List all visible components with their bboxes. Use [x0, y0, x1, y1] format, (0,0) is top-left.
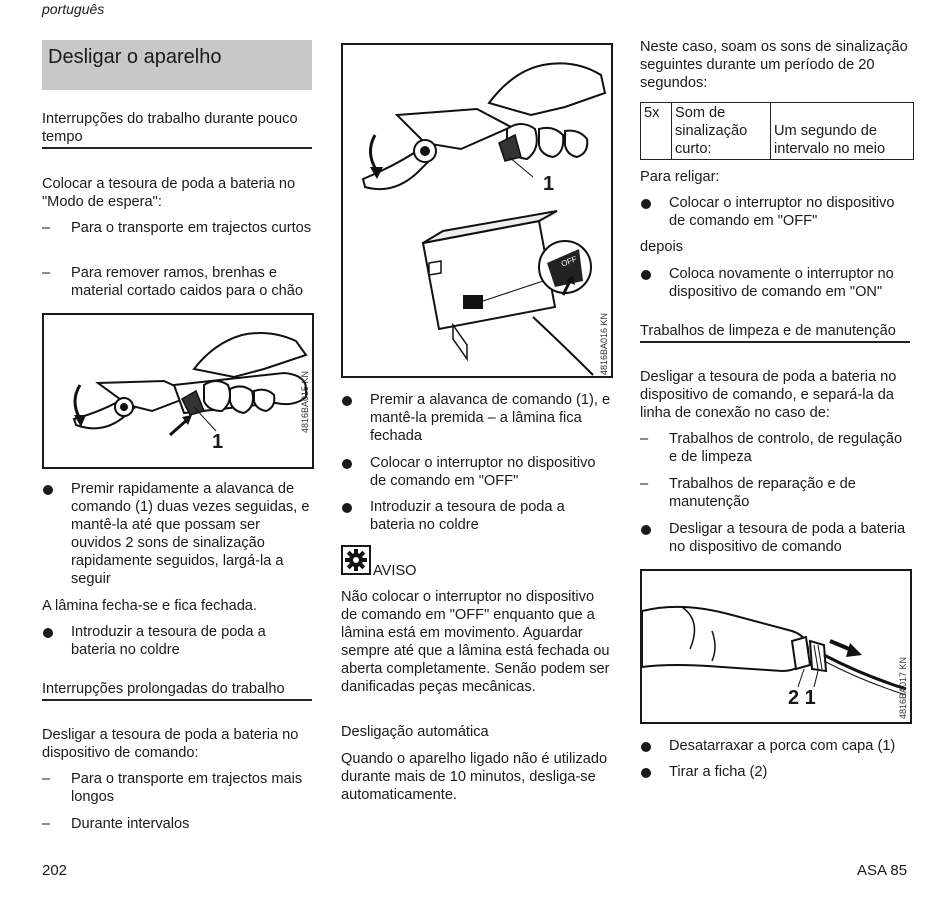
bullet-icon: [43, 628, 53, 638]
list-item-text: Coloca novamente o interruptor no dispositivo de comando em "ON": [669, 266, 894, 300]
figure-callout-1: 1: [212, 431, 224, 453]
list-item: [640, 430, 912, 466]
list-item: [640, 763, 912, 781]
list-item-text: Trabalhos de controlo, de regulação e de limpeza: [669, 431, 903, 465]
warning-gear-icon: [341, 545, 371, 575]
table-cell-sound: Som de sinalização curto:: [672, 103, 771, 160]
signal-intro: Neste caso, soam os sons de sinalização seguintes durante um período de 20 segundos:: [640, 39, 908, 91]
list-item: [42, 623, 314, 659]
gear-icon: [343, 547, 369, 573]
figure-callout-1: 1: [543, 173, 555, 195]
list-item-text: Para o transporte em trajectos mais longos: [71, 771, 303, 805]
language-label: português: [42, 1, 105, 17]
list-item: [42, 480, 314, 588]
warning-label: AVISO: [373, 563, 417, 579]
list-item: [640, 475, 912, 511]
list-item: [640, 194, 912, 230]
table-cell-interval: Um segundo de intervalo no meio: [771, 103, 914, 160]
pruner-hand-illustration: [44, 315, 312, 467]
list-item-text: Desatarraxar a porca com capa (1): [669, 738, 896, 754]
heading-cleaning: Trabalhos de limpeza e de manutenção: [640, 322, 910, 343]
auto-off-text: Quando o aparelho ligado não é utilizado durante mais de 10 minutos, desliga-se automaticamente.: [341, 751, 608, 803]
dash-mark: –: [42, 771, 51, 787]
list-item: [42, 815, 314, 833]
list-item: [640, 265, 912, 301]
para-switch-off: Desligar a tesoura de poda a bateria no dispositivo de comando:: [42, 727, 299, 761]
heading-long-interruptions: Interrupções prolongadas do trabalho: [42, 680, 312, 701]
bullet-icon: [641, 525, 651, 535]
table-cell-count: 5x: [641, 103, 672, 160]
list-item-text: Introduzir a tesoura de poda a bateria no coldre: [71, 624, 266, 658]
list-item-text: Durante intervalos: [71, 816, 190, 832]
list-item-text: Premir rapidamente a alavanca de comando (1) duas vezes seguidas, e mantê-la até que possam ser ouvidos 2 sons de sinalização rapidamente seguidos, largá-la a seguir: [71, 481, 310, 587]
figure-code: 4816BA015 KN: [300, 370, 310, 433]
list-item: [42, 264, 314, 300]
list-item: [640, 520, 912, 556]
bullet-icon: [342, 396, 352, 406]
list-item: [42, 219, 314, 237]
para-religar: Para religar:: [640, 169, 720, 185]
list-item: [341, 498, 613, 534]
list-item-text: Para remover ramos, brenhas e material cortado caidos para o chão: [71, 265, 304, 299]
dash-mark: –: [640, 476, 649, 492]
auto-off-heading: Desligação automática: [341, 724, 489, 740]
list-item-text: Colocar o interruptor no dispositivo de comando em "OFF": [669, 195, 895, 229]
list-item: [341, 454, 613, 490]
table-row: [641, 103, 914, 160]
bullet-icon: [641, 768, 651, 778]
list-item: [42, 770, 314, 806]
bullet-icon: [641, 199, 651, 209]
figure-code: 4816BA017 KN: [898, 656, 908, 719]
para-blade-closes: A lâmina fecha-se e fica fechada.: [42, 598, 257, 614]
signal-table: [640, 102, 914, 160]
figure-cable-connector: [640, 569, 912, 724]
list-item-text: Para o transporte em trajectos curtos: [71, 220, 312, 236]
heading-short-interruptions: Interrupções do trabalho durante pouco tempo: [42, 110, 312, 149]
list-item: [640, 737, 912, 755]
para-standby: Colocar a tesoura de poda a bateria no "Modo de espera":: [42, 176, 296, 210]
list-item: [341, 391, 613, 445]
figure-code: 4816BA016 KN: [599, 312, 609, 375]
dash-mark: –: [42, 265, 51, 281]
bullet-icon: [342, 503, 352, 513]
dash-mark: –: [42, 220, 51, 236]
list-item-text: Desligar a tesoura de poda a bateria no dispositivo de comando: [669, 521, 906, 555]
dash-mark: –: [640, 431, 649, 447]
pruner-control-unit-illustration: [343, 45, 611, 376]
list-item-text: Premir a alavanca de comando (1), e mantê-la premida – a lâmina fica fechada: [370, 392, 611, 444]
list-item-text: Introduzir a tesoura de poda a bateria no coldre: [370, 499, 565, 533]
bullet-icon: [641, 742, 651, 752]
list-item-text: Tirar a ficha (2): [669, 764, 768, 780]
para-depois: depois: [640, 239, 684, 255]
figure-callouts: 2 1: [788, 687, 816, 709]
model-label: ASA 85: [857, 862, 908, 879]
section-title: Desligar o aparelho: [42, 40, 312, 90]
switch-label: OFF: [559, 254, 579, 269]
para-disconnect: Desligar a tesoura de poda a bateria no dispositivo de comando, e separá-la da linha de conexão no caso de:: [640, 369, 897, 421]
figure-pruner-lever: [42, 313, 314, 469]
list-item-text: Trabalhos de reparação e de manutenção: [669, 476, 856, 510]
dash-mark: –: [42, 816, 51, 832]
page-number: 202: [42, 862, 68, 879]
connector-illustration: [642, 571, 910, 722]
bullet-icon: [342, 459, 352, 469]
figure-pruner-control-unit: [341, 43, 613, 378]
warning-text: Não colocar o interruptor no dispositivo de comando em "OFF" enquanto que a lâmina está em movimento. Aguardar sempre até que a lâmina está fechada ou aberta completamente. Senão podem ser danificadas peças mecânicas.: [341, 589, 610, 695]
list-item-text: Colocar o interruptor no dispositivo de comando em "OFF": [370, 455, 596, 489]
bullet-icon: [43, 485, 53, 495]
bullet-icon: [641, 270, 651, 280]
